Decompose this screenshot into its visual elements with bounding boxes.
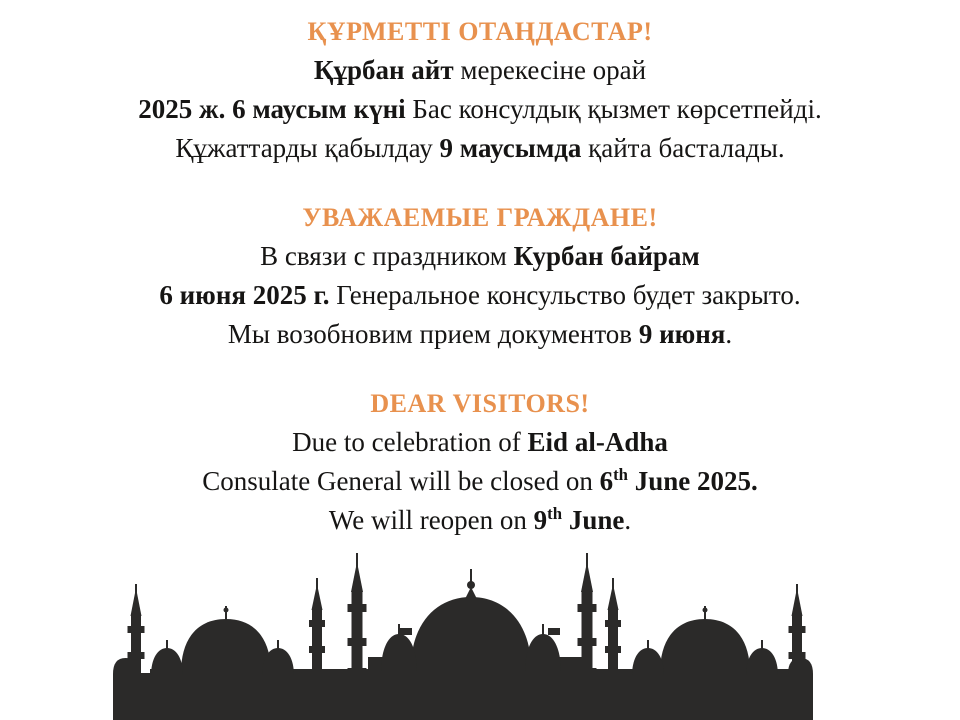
notice-line: 6 июня 2025 г. Генеральное консульство будет закрыто. bbox=[159, 280, 801, 310]
small-dome-far-left bbox=[151, 640, 183, 676]
section-lines-russian bbox=[0, 237, 960, 354]
minaret-mid-left bbox=[309, 578, 325, 690]
medium-dome-left bbox=[181, 606, 271, 673]
medium-dome-right bbox=[660, 606, 750, 673]
notice-line: Due to celebration of Eid al-Adha bbox=[292, 427, 668, 457]
minaret-mid-right bbox=[605, 578, 621, 690]
section-russian bbox=[0, 198, 960, 354]
notice-line: Құжаттарды қабылдау 9 маусымда қайта басталады. bbox=[175, 133, 785, 163]
notice-line: Құрбан айт мерекесіне орай bbox=[313, 55, 647, 85]
small-dome-right-inner bbox=[632, 640, 664, 676]
section-english bbox=[0, 384, 960, 540]
section-lines-kazakh bbox=[0, 51, 960, 168]
notice-line: We will reopen on 9th June. bbox=[328, 504, 632, 535]
section-heading-kazakh: ҚҰРМЕТТІ ОТАҢДАСТАР! bbox=[307, 17, 653, 46]
notice-line: Consulate General will be closed on 6th June 2025. bbox=[202, 465, 758, 496]
notice-line: Мы возобновим прием документов 9 июня. bbox=[227, 319, 733, 349]
notice-line: В связи с праздником Курбан байрам bbox=[260, 241, 700, 271]
section-heading-english: DEAR VISITORS! bbox=[370, 389, 590, 418]
minaret-tall-right bbox=[578, 553, 597, 692]
notice-line: 2025 ж. 6 маусым күні Бас консулдық қызмет көрсетпейді. bbox=[138, 94, 822, 124]
mosque-silhouette-illustration bbox=[0, 552, 960, 720]
small-dome-far-right bbox=[746, 640, 778, 676]
minaret-tall-left bbox=[348, 553, 367, 692]
section-kazakh bbox=[0, 12, 960, 168]
section-lines-english bbox=[0, 423, 960, 540]
small-dome-left-inner bbox=[262, 640, 294, 676]
section-heading-russian: УВАЖАЕМЫЕ ГРАЖДАНЕ! bbox=[302, 203, 658, 232]
